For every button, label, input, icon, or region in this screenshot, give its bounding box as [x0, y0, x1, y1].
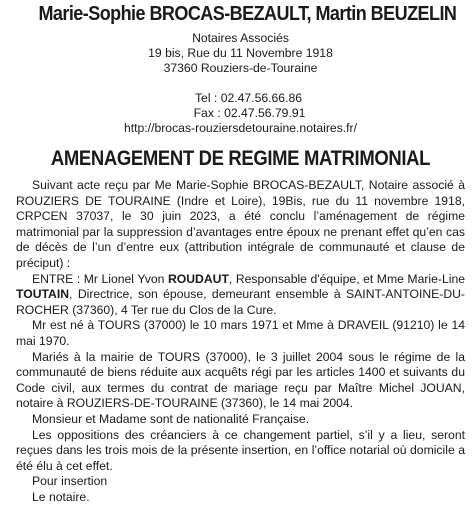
closing-signature: Le notaire. [32, 489, 90, 504]
notary-names-heading: Marie-Sophie BROCAS-BEZAULT, Martin BEUZELIN [38, 3, 457, 25]
office-city: 37360 Rouziers-de-Touraine [163, 61, 318, 75]
paragraph-oppositions: Les oppositions des créanciers à ce changement partiel, s’il y a lieu, seront reçues dans les trois mois de la présente insertion, en l’office notarial où domicile a été élu à cet effet. [16, 427, 465, 473]
notice-body [16, 178, 465, 505]
wife-surname: TOUTAIN [16, 287, 70, 302]
parties-text-2: , Responsable d'équipe, et Mme Marie-Line [228, 271, 465, 286]
legal-notice-page [0, 2, 473, 504]
fax-number: Fax : 02.47.56.79.91 [193, 106, 306, 120]
parties-text-1: ENTRE : Mr Lionel Yvon [32, 271, 168, 286]
phone-number: Tel : 02.47.56.66.86 [194, 91, 303, 105]
paragraph-deed: Suivant acte reçu par Me Marie-Sophie BROCAS-BEZAULT, Notaire associé à ROUZIERS DE TOURAINE (Indre et Loire), 19Bis, rue du 11 novembre 1918, CRPCEN 37037, le 30 juin 2023, a été conclu l’aménagement de régime matrimonial par la suppression d’avantages entre époux ne prenant effet qu’en cas de décès de l’un d’entre eux (attribution intégrale de communauté et clause de préciput) : [16, 178, 465, 270]
parties-text-3: , Directrice, son épouse, demeurant ensemble à SAINT-ANTOINE-DU-ROCHER (37360), 4 Ter rue du Clos de la Cure. [16, 287, 465, 317]
closing-insertion: Pour insertion [32, 474, 108, 489]
contact-block [16, 91, 465, 136]
paragraph-marriage: Mariés à la mairie de TOURS (37000), le 3 juillet 2004 sous le régime de la communauté de biens réduite aux acquêts régi par les articles 1400 et suivants du Code civil, aux termes du contrat de mariage reçu par Maître Michel JOUAN, notaire à ROUZIERS-DE-TOURAINE (37360), le 14 mai 2004. [16, 349, 465, 411]
office-street: 19 bis, Rue du 11 Novembre 1918 [148, 46, 333, 60]
husband-surname: ROUDAUT [167, 271, 229, 286]
paragraph-nationality: Monsieur et Madame sont de nationalité Française. [32, 411, 310, 426]
website-link[interactable]: http://brocas-rouziersdetouraine.notaires.fr/ [123, 121, 358, 135]
paragraph-births: Mr est né à TOURS (37000) le 10 mars 1971 et Mme à DRAVEIL (91210) le 14 mai 1970. [16, 318, 465, 348]
notice-title: AMENAGEMENT DE REGIME MATRIMONIAL [50, 147, 431, 170]
office-address-block [16, 31, 465, 76]
paragraph-parties [16, 272, 465, 319]
office-title: Notaires Associés [192, 31, 289, 45]
